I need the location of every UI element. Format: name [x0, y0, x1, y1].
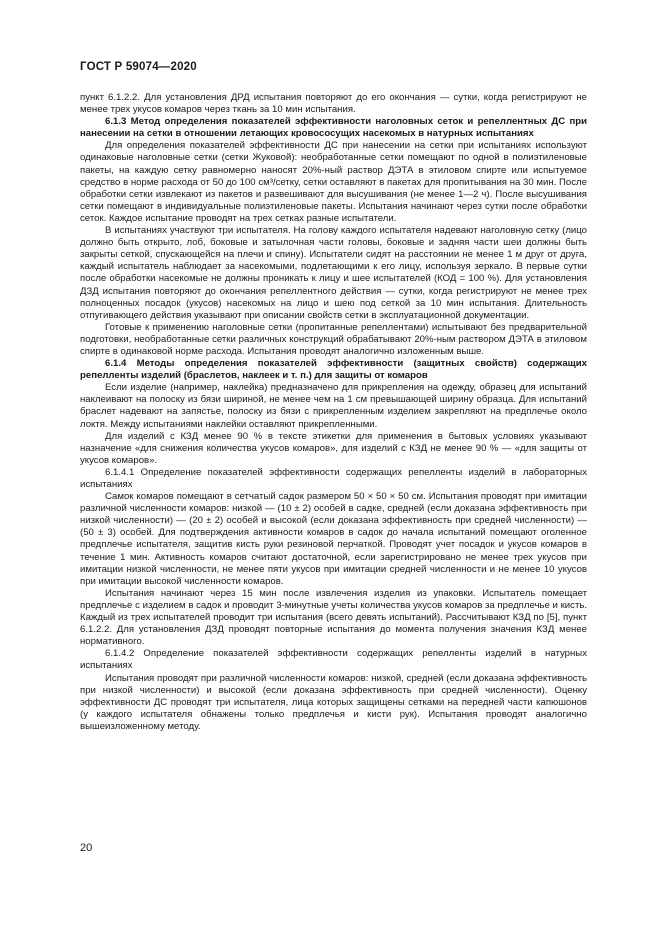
- subsection-heading-6-1-4-1: 6.1.4.1 Определение показателей эффективности содержащих репелленты изделий в лабораторных испытаниях: [80, 466, 587, 490]
- paragraph: Готовые к применению наголовные сетки (пропитанные репеллентами) испытывают без предварительной подготовки, необработанные сетки различных конструкций обрабатывают 20%-ным раствором ДЭТА в этиловом спирте в одинаковой норме расхода. Испытания проводят аналогично изложенным выше.: [80, 321, 587, 357]
- section-heading-6-1-4: 6.1.4 Методы определения показателей эффективности (защитных свойств) содержащих репелленты изделий (браслетов, наклеек и т. п.) для защиты от комаров: [80, 358, 587, 382]
- paragraph: В испытаниях участвуют три испытателя. На голову каждого испытателя надевают наголовную сетку (лицо должно быть открыто, лоб, боковые и затылочная части головы, боковые и задняя части шеи должны быть закрыты сеткой, спускающейся на плечи и спину). Испытатели сидят на расстоянии не менее 1 м друг от друга, каждый испытатель наблюдает за насекомыми, подлетающими к его лицу, используя зеркало. В первые сутки после обработки насекомые не должны проникать к лицу и шее испытателей (КОД = 100 %). Для установления ДЗД испытания повторяют до окончания репеллентного действия — сутки, когда регистрируют не менее трех полноценных посадок (укусов) насекомых на лицо и шею под сеткой за 10 мин испытания. Длительность отпугивающего действия указывают при описании свойств сетки в эксплуатационной документации.: [80, 225, 587, 321]
- paragraph: Для определения показателей эффективности ДС при нанесении на сетки при испытаниях используют одинаковые наголовные сетки (сетки Жуковой): необработанные сетки помещают по одной в полиэтиленовые пакеты, на каждую сетку равномерно наносят 20%-ный раствор ДЭТА в этиловом спирте или испытуемое средство в норме расхода от 50 до 100 см³/сетку, сетки оставляют в пакетах для пропитывания на 30 мин. После обработки сетки извлекают из пакетов и развешивают для высушивания (не менее 1—2 ч). После высушивания сетки помещают в индивидуальные полиэтиленовые пакеты. Испытания начинают через сутки после обработки сеток. Каждое испытание проводят на трех сетках разные испытатели.: [80, 140, 587, 224]
- subsection-heading-6-1-4-2: 6.1.4.2 Определение показателей эффективности содержащих репелленты изделий в натурных испытаниях: [80, 648, 587, 672]
- paragraph: Если изделие (например, наклейка) предназначено для прикрепления на одежду, образец для испытаний наклеивают на полоску из бязи шириной, не менее чем на 1 см превышающей ширину образца. Для испытаний браслет надевают на запястье, полоску из бязи с прикрепленным изделием закрепляют на предплечье около локтя. Между испытаниями наклейки оставляют прикрепленными.: [80, 382, 587, 430]
- paragraph: Испытания начинают через 15 мин после извлечения изделия из упаковки. Испытатель помещает предплечье с изделием в садок и проводит 3-минутные учеты количества укусов комаров за предплечье и кисть. Каждый из трех испытателей проводит три испытания (всего девять испытаний). Рассчитывают КЗД по [5], пункт 6.1.2.2. Для установления ДЗД проводят повторные испытания до момента получения значения КЗД менее нормативного.: [80, 587, 587, 648]
- section-heading-6-1-3: 6.1.3 Метод определения показателей эффективности наголовных сеток и репеллентных ДС при нанесении на сетки в отношении летающих кровососущих насекомых в натурных испытаниях: [80, 116, 587, 140]
- paragraph: Самок комаров помещают в сетчатый садок размером 50 × 50 × 50 см. Испытания проводят при имитации различной численности комаров: низкой — (10 ± 2) особей в садке, средней (если доказана эффективность при низкой численности) — (20 ± 2) особей и высокой (если доказана эффективность при средней численности) — (50 ± 3) особей. Для подтверждения активности комаров в садок до начала испытаний помещают оголенное предплечье испытателя, защитив кисть руки резиновой перчаткой. Проводят учет посадок и укусов комаров в течение 1 мин. Активность комаров считают достаточной, если зарегистрировано не менее трех укусов при имитации низкой численности, не менее пяти укусов при имитации средней численности и не менее 10 укусов при имитации высокой численности комаров.: [80, 491, 587, 587]
- page-number: 20: [80, 842, 93, 854]
- document-body: [80, 92, 587, 733]
- document-header: ГОСТ Р 59074—2020: [80, 61, 197, 73]
- paragraph: Испытания проводят при различной численности комаров: низкой, средней (если доказана эффективность при низкой численности) и высокой (если доказана эффективность при средней численности). Оценку эффективности ДС проводят три испытателя, лица которых защищены сетками на передней части капюшонов (у каждого испытателя обнажены только предплечья и кисти рук). Испытания проводят аналогично вышеизложенному методу.: [80, 672, 587, 732]
- paragraph: Для изделий с КЗД менее 90 % в тексте этикетки для применения в бытовых условиях указывают назначение «для снижения количества укусов комаров», для изделий с КЗД не менее 90 % — «для защиты от укусов комаров».: [80, 430, 587, 466]
- paragraph: пункт 6.1.2.2. Для установления ДРД испытания повторяют до его окончания — сутки, когда регистрируют не менее трех укусов комаров через ткань за 10 мин испытания.: [80, 92, 587, 116]
